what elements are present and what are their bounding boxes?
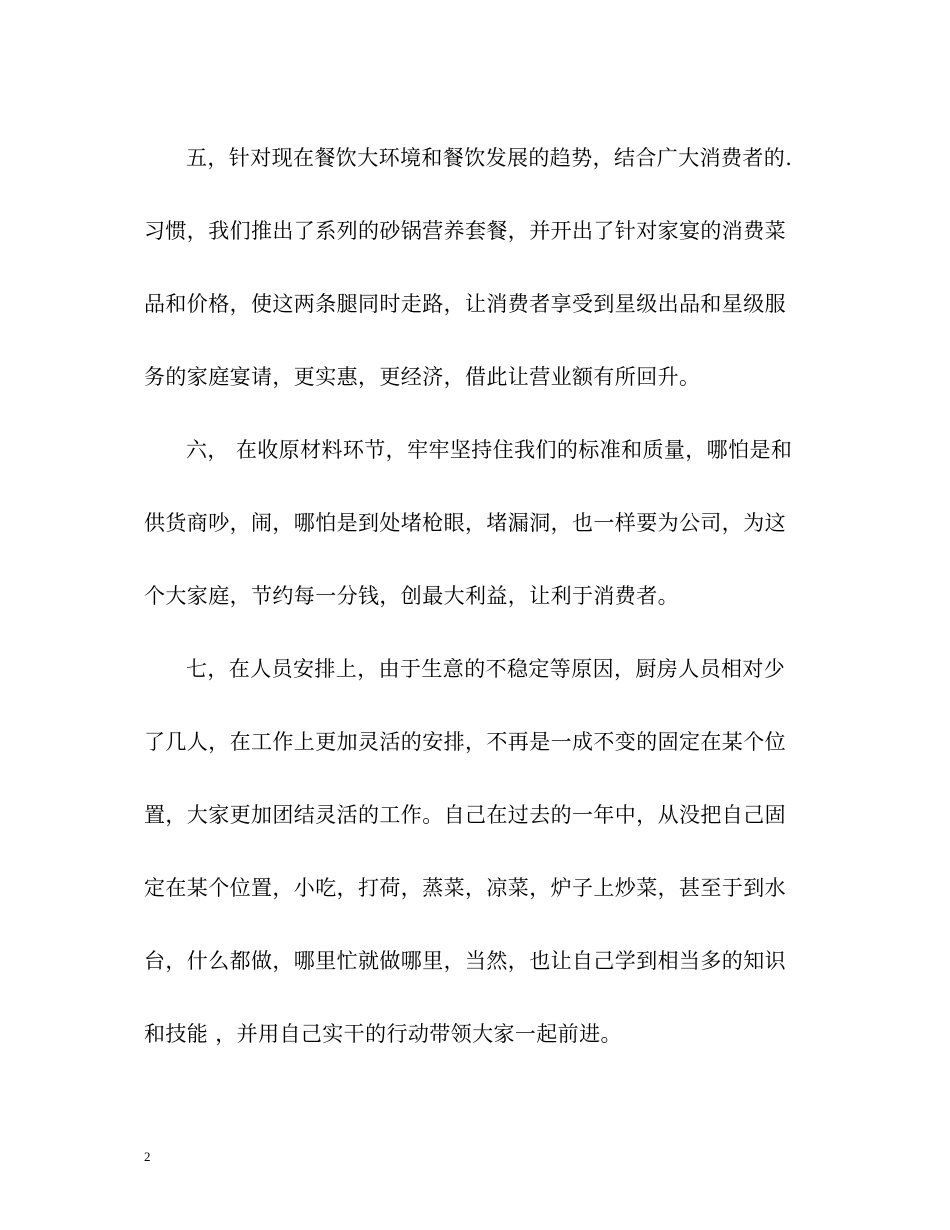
paragraph-line: 习惯，我们推出了系列的砂锅营养套餐，并开出了针对家宴的消费菜 [144,219,786,243]
paragraph-line: 七，在人员安排上，由于生意的不稳定等原因，厨房人员相对少 [186,657,786,681]
paragraph-line: 务的家庭宴请，更实惠，更经济，借此让营业额有所回升。 [144,365,701,389]
paragraph-line: 六， 在收原材料环节，牢牢坚持住我们的标准和质量，哪怕是和 [186,438,793,462]
paragraph-line: 了几人，在工作上更加灵活的安排，不再是一成不变的固定在某个位 [144,730,786,754]
paragraph-line: 定在某个位置，小吃，打荷，蒸菜，凉菜，炉子上炒菜，甚至于到水 [144,876,786,900]
paragraph-line: 台，什么都做，哪里忙就做哪里，当然，也让自己学到相当多的知识 [144,949,786,973]
paragraph-line: 个大家庭，节约每一分钱，创最大利益，让利于消费者。 [144,584,679,608]
paragraph-line: 和技能 ，并用自己实干的行动带领大家一起前进。 [144,1022,622,1046]
paragraph-line: 品和价格，使这两条腿同时走路，让消费者享受到星级出品和星级服 [144,292,786,316]
paragraph-line: 置，大家更加团结灵活的工作。自己在过去的一年中，从没把自己固 [144,803,786,827]
paragraph-line: 五，针对现在餐饮大环境和餐饮发展的趋势，结合广大消费者的. [186,146,793,170]
page-number: 2 [144,1149,151,1164]
paragraph-line: 供货商吵，闹，哪怕是到处堵枪眼，堵漏洞，也一样要为公司，为这 [144,511,786,535]
